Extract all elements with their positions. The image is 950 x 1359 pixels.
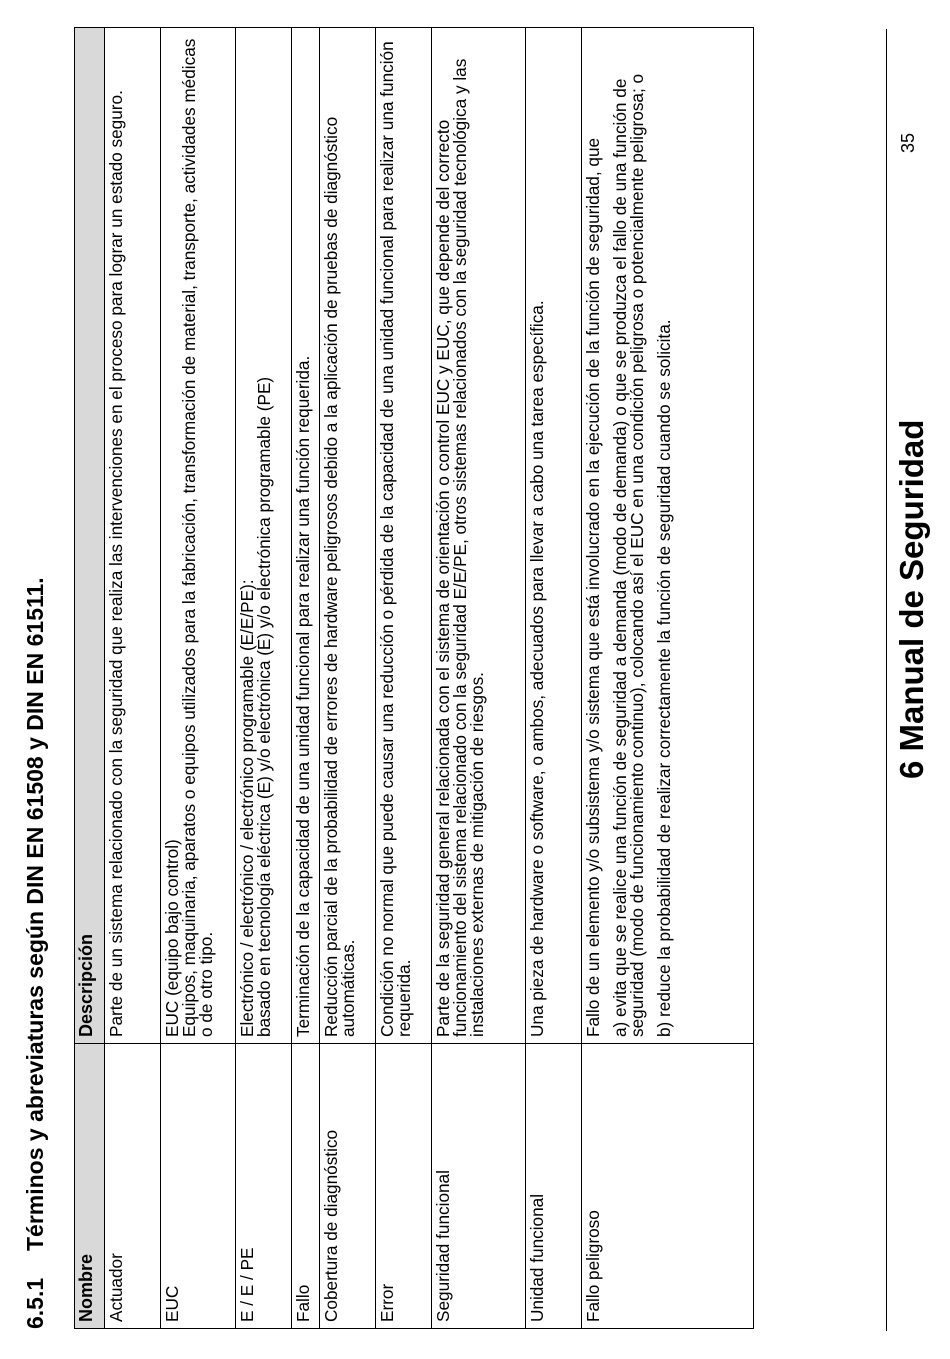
- description-text: Condición no normal que puede causar una reducción o pérdida de la capacidad de una unidad funcional para realizar una función requerida.: [377, 41, 414, 1037]
- table-row: [320, 28, 376, 1329]
- table-row: [526, 28, 582, 1329]
- term-description: [582, 28, 754, 1044]
- table-row: [582, 28, 754, 1329]
- description-text: Terminación de la capacidad de una unidad funcional para realizar una función requerida.: [293, 355, 313, 1037]
- description-text: Fallo de un elemento y/o subsistema y/o sistema que está involucrado en la ejecución de la función de seguridad, que: [583, 137, 603, 1037]
- table-row: [105, 28, 161, 1329]
- section-heading: [22, 39, 49, 1329]
- term-name: E / E / PE: [236, 1044, 292, 1329]
- term-description: [376, 28, 432, 1044]
- terms-table: [74, 27, 754, 1329]
- description-text: Parte de un sistema relacionado con la seguridad que realiza las intervenciones en el proceso para lograr un estado seguro.: [106, 90, 126, 1037]
- table-row: [161, 28, 236, 1329]
- table-header-row: [75, 28, 105, 1329]
- description-text: Reducción parcial de la probabilidad de errores de hardware peligrosos debido a la aplicación de pruebas de diagnóstico automáticas.: [321, 116, 358, 1037]
- table-row: [376, 28, 432, 1329]
- header-description: Descripción: [75, 28, 105, 1044]
- description-text: Electrónico / electrónico / electrónico programable (E/E/PE):: [237, 579, 257, 1037]
- header-name: Nombre: [75, 1044, 105, 1329]
- description-item-a: a) evita que se realice una función de seguridad a demanda (modo de demanda) o que se produzca el fallo de una función de seguridad (modo de funcionamiento continuo), colocando así el EUC en una condición peligrosa o potencialmente peligrosa; o: [610, 73, 647, 1037]
- footer-rule: [886, 29, 887, 1331]
- chapter-title: 6 Manual de Seguridad: [893, 419, 930, 779]
- term-description: [105, 28, 161, 1044]
- page-number: 35: [898, 132, 918, 153]
- term-name: Actuador: [105, 1044, 161, 1329]
- table-row: [292, 28, 320, 1329]
- term-name: Cobertura de diagnóstico: [320, 1044, 376, 1329]
- section-title: Términos y abreviaturas según DIN EN 61508 y DIN EN 61511.: [22, 577, 48, 1251]
- description-text: Una pieza de hardware o software, o ambos, adecuados para llevar a cabo una tarea específica.: [527, 300, 547, 1037]
- term-name: EUC: [161, 1044, 236, 1329]
- description-item-b: b) reduce la probabilidad de realizar correctamente la función de seguridad cuando se solicita.: [654, 319, 674, 1037]
- section-number: 6.5.1: [22, 1277, 48, 1329]
- term-name: Error: [376, 1044, 432, 1329]
- description-text: EUC (equipo bajo control): [162, 839, 182, 1037]
- term-name: Unidad funcional: [526, 1044, 582, 1329]
- table-row: [432, 28, 526, 1329]
- term-description: [292, 28, 320, 1044]
- term-description: [432, 28, 526, 1044]
- term-description: [161, 28, 236, 1044]
- description-text: Parte de la seguridad general relacionada con el sistema de orientación o control EUC y EUC, que depende del correcto funcionamiento del sistema relacionado con la seguridad E/E/PE, otros sistemas relacionados con la seguridad tecnológica y las instalaciones externas de mitigación de riesgos.: [433, 58, 487, 1037]
- description-text: basado en tecnología eléctrica (E) y/o electrónica (E) y/o electrónica programable (PE): [254, 376, 274, 1037]
- term-name: Fallo: [292, 1044, 320, 1329]
- term-description: [320, 28, 376, 1044]
- term-name: Seguridad funcional: [432, 1044, 526, 1329]
- term-description: [526, 28, 582, 1044]
- term-name: Fallo peligroso: [582, 1044, 754, 1329]
- table-row: [236, 28, 292, 1329]
- description-text: Equipos, maquinaria, aparatos o equipos utilizados para la fabricación, transformación de material, transporte, actividades médicas o de otro tipo.: [179, 38, 216, 1037]
- term-description: [236, 28, 292, 1044]
